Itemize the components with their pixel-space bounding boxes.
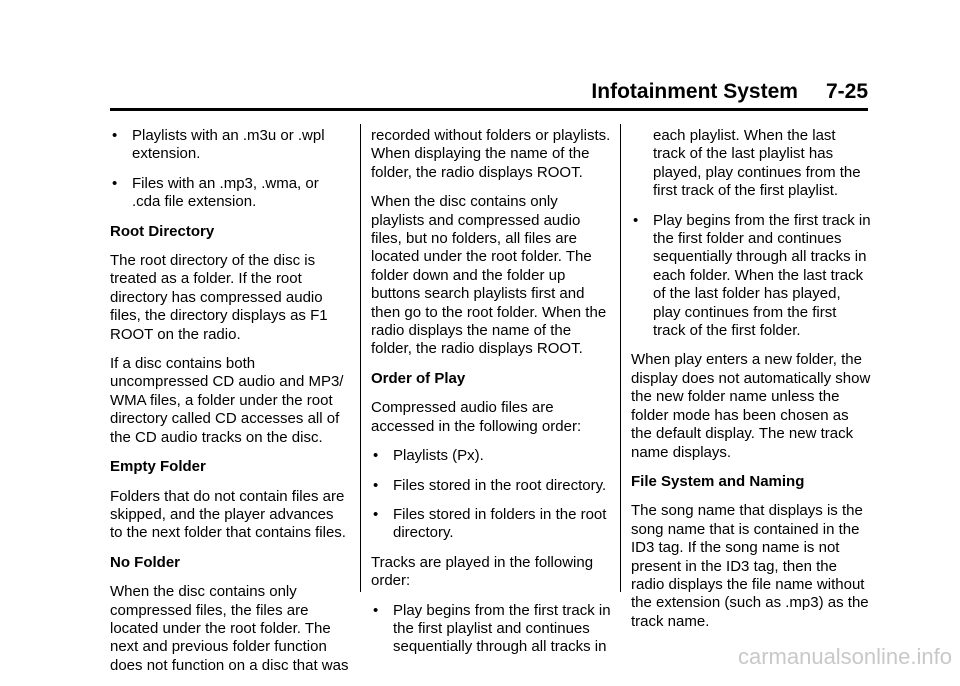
bullet-continuation: each playlist. When the last track of the last playlist has played, play continues from the first track of the first playlist. [653, 127, 861, 200]
section-heading: Root Directory [110, 222, 215, 240]
header-rule [110, 108, 868, 111]
paragraph: recorded without folders or playlists. When displaying the name of the folder, the radio displays ROOT. [371, 127, 611, 181]
bullet-icon: • [373, 476, 379, 494]
paragraph: The song name that displays is the song name that is contained in the ID3 tag. If the song name is not present in the ID3 tag, then the radio displays the file name without the extension (such as .mp3) as the track name. [631, 502, 869, 630]
paragraph: When the disc contains only playlists and compressed audio files, but no folders, all files are located under the root folder. The folder down and the folder up buttons search playlists first and then go to the root folder. When the radio displays the name of the folder, the radio displays ROOT. [371, 193, 607, 358]
paragraph: Tracks are played in the following order: [371, 553, 594, 590]
bullet-icon: • [373, 447, 379, 465]
bullet-item: • Files with an .mp3, .wma, or .cda file extension. [112, 174, 319, 211]
bullet-item: • Files stored in the root directory. [373, 476, 607, 494]
section-heading: Empty Folder [110, 458, 206, 476]
paragraph: Folders that do not contain files are skipped, and the player advances to the next folder that contains files. [110, 487, 346, 542]
section-heading: No Folder [110, 553, 180, 571]
paragraph: The root directory of the disc is treated as a folder. If the root directory has compressed audio files, the directory displays as F1 ROOT on the radio. [110, 252, 328, 343]
column-2 [371, 127, 611, 668]
section-heading: Order of Play [371, 369, 466, 387]
paragraph: If a disc contains both uncompressed CD audio and MP3/ WMA files, a folder under the root directory called CD accesses all of the CD audio tracks on the disc. [110, 355, 344, 446]
bullet-icon: • [633, 211, 639, 229]
bullet-item: • Playlists (Px). [373, 447, 484, 465]
bullet-icon: • [373, 505, 379, 523]
paragraph: Compressed audio files are accessed in the following order: [371, 399, 582, 435]
bullet-icon: • [112, 174, 118, 192]
bullet-item: • Playlists with an .m3u or .wpl extension. [112, 127, 325, 163]
bullet-item: • Play begins from the first track in the first playlist and continues sequentially through all tracks in [373, 601, 611, 656]
bullet-item: • Play begins from the first track in the first folder and continues sequentially through all tracks in each folder. When the last track of the last folder has played, play continues from the first track of the first folder. [633, 211, 871, 340]
column-3 [631, 127, 871, 642]
paragraph: When play enters a new folder, the display does not automatically show the new folder name unless the folder mode has been chosen as the default display. The new track name displays. [631, 351, 871, 461]
paragraph: When the disc contains only compressed files, the files are located under the root folder. The next and previous folder function does not function on a disc that was [110, 583, 349, 674]
page-header [560, 80, 868, 104]
bullet-icon: • [112, 127, 118, 144]
bullet-item: • Files stored in folders in the root directory. [373, 505, 607, 542]
column-divider-1 [360, 124, 361, 592]
column-1 [110, 127, 350, 686]
watermark: carmanualsonline.info [737, 644, 952, 669]
column-divider-2 [620, 124, 621, 592]
page-number: 7-25 [825, 80, 868, 103]
bullet-icon: • [373, 601, 379, 619]
section-heading: File System and Naming [631, 472, 805, 490]
section-title: Infotainment System [591, 80, 798, 103]
